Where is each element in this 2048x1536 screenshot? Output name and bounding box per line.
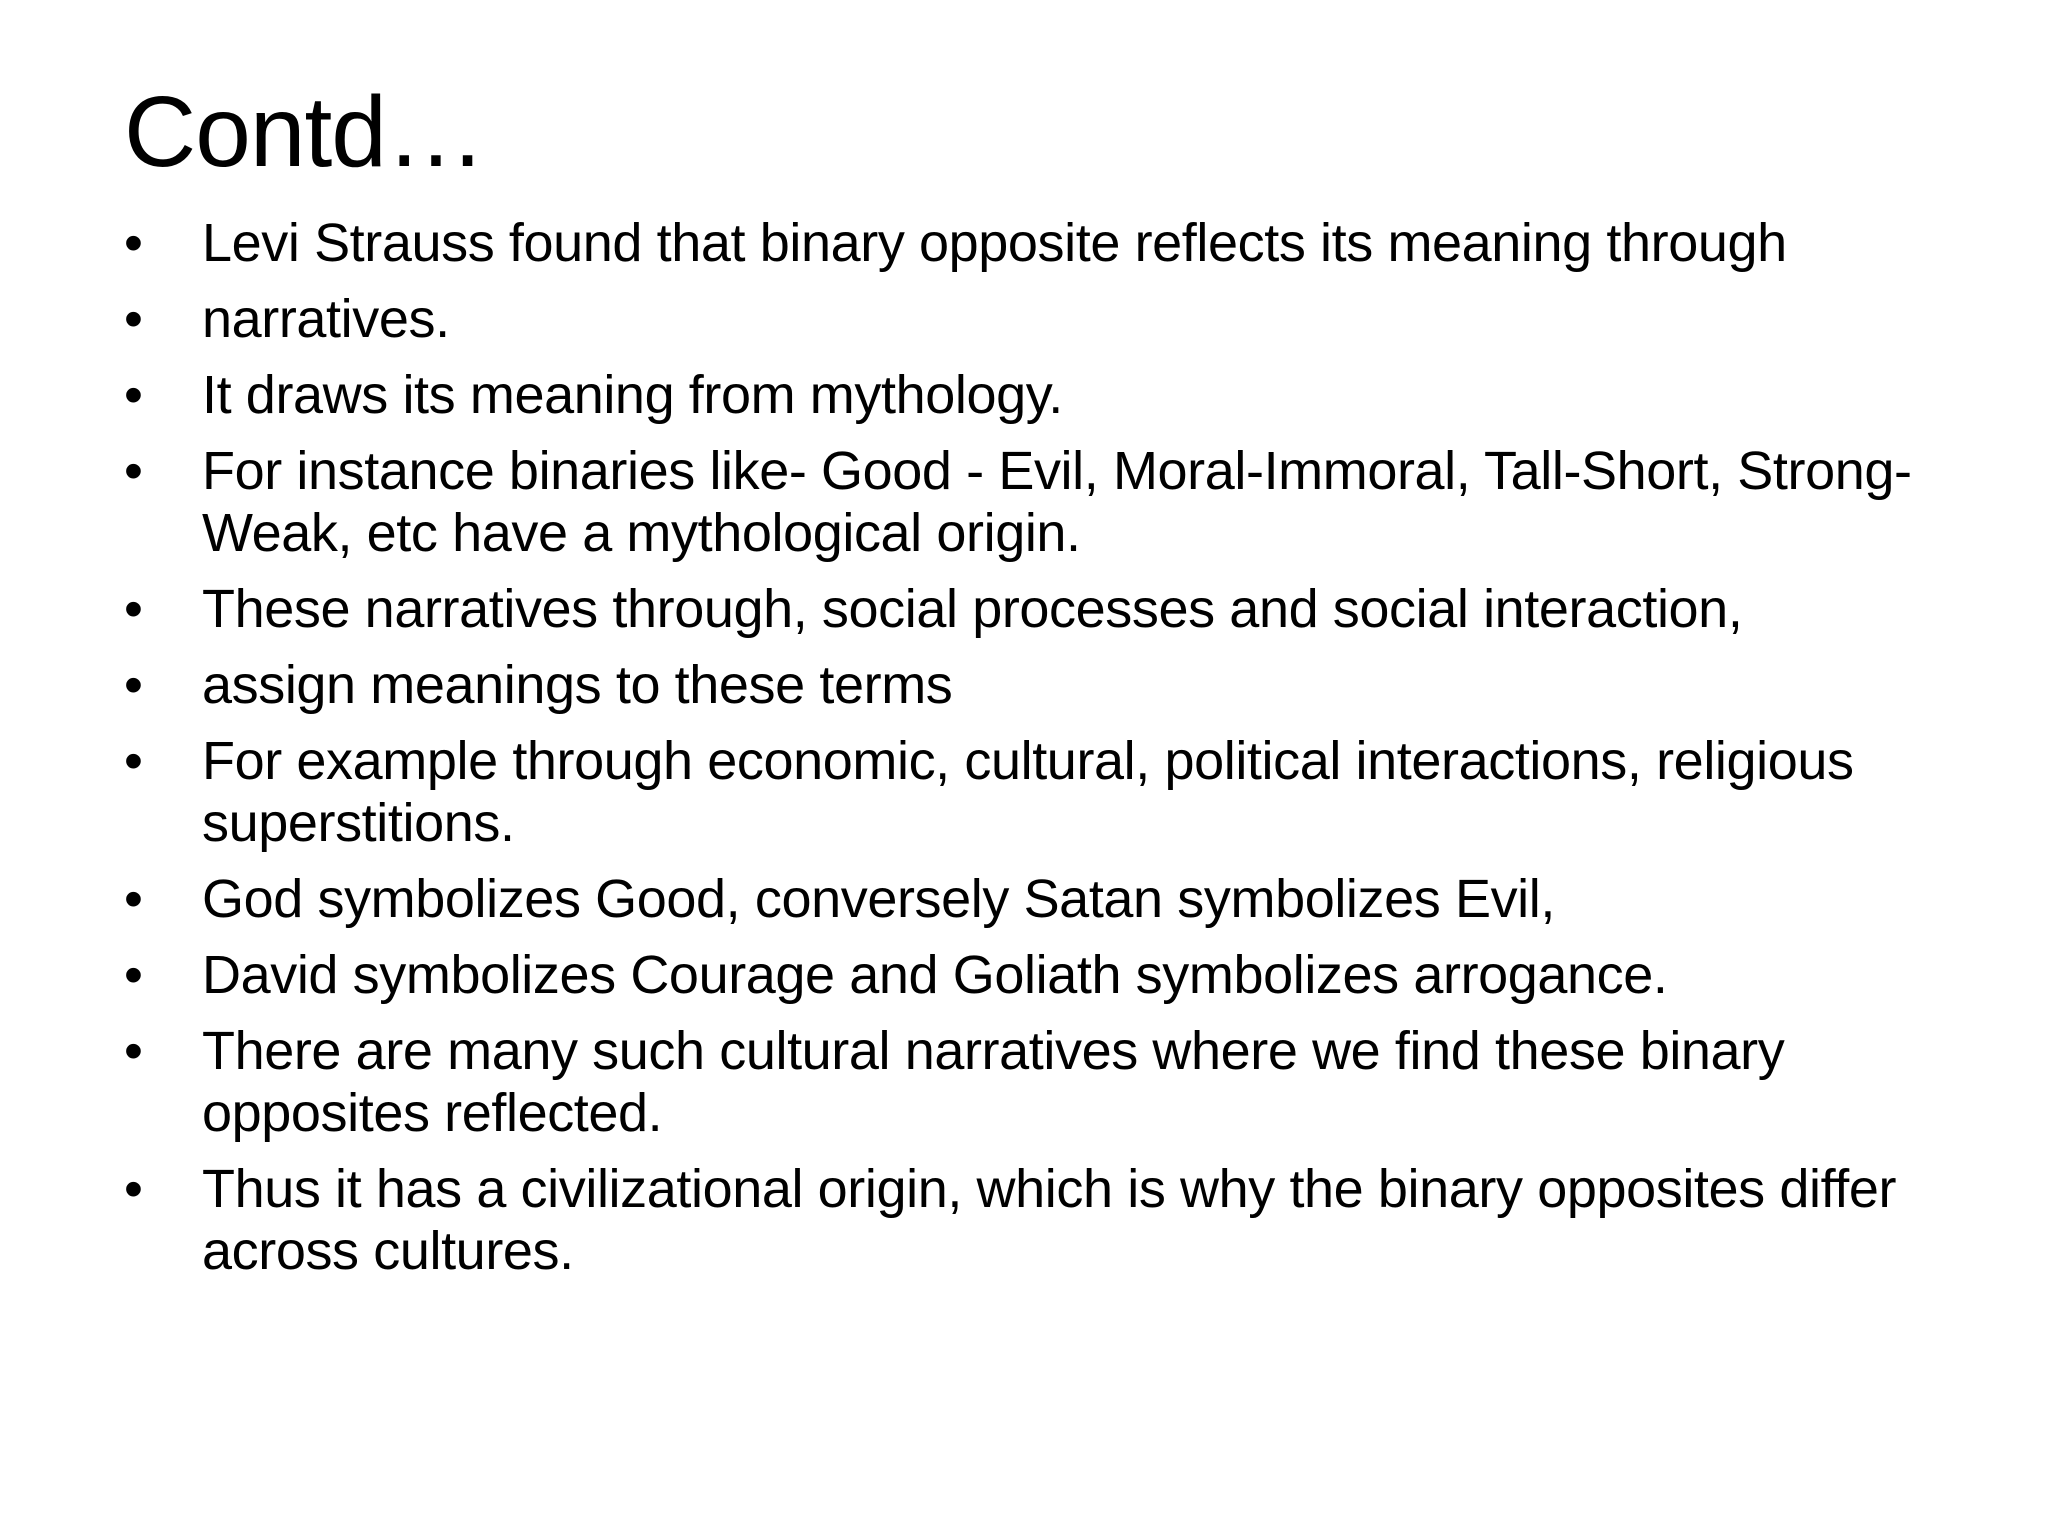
bullet-text: David symbolizes Courage and Goliath symbolizes arrogance. bbox=[202, 945, 1668, 1005]
bullet-text: For instance binaries like- Good - Evil, Moral-Immoral, Tall-Short, Strong-Weak, etc have a mythological origin. bbox=[202, 441, 1912, 563]
bullet-item bbox=[124, 868, 2004, 930]
bullet-dot-icon: • bbox=[124, 1021, 143, 1081]
bullet-item bbox=[124, 364, 2004, 426]
bullet-dot-icon: • bbox=[124, 289, 143, 349]
bullet-text: assign meanings to these terms bbox=[202, 655, 953, 715]
bullet-text: There are many such cultural narratives where we find these binary opposites reflected. bbox=[202, 1021, 1785, 1143]
bullet-text: God symbolizes Good, conversely Satan symbolizes Evil, bbox=[202, 869, 1555, 929]
bullet-text: For example through economic, cultural, political interactions, religious superstitions. bbox=[202, 731, 1854, 853]
bullet-text: It draws its meaning from mythology. bbox=[202, 365, 1063, 425]
bullet-dot-icon: • bbox=[124, 441, 143, 501]
bullet-dot-icon: • bbox=[124, 869, 143, 929]
bullet-item bbox=[124, 212, 2004, 274]
bullet-text: These narratives through, social processes and social interaction, bbox=[202, 579, 1743, 639]
bullet-item bbox=[124, 1020, 2004, 1144]
bullet-item bbox=[124, 730, 2004, 854]
bullet-item bbox=[124, 944, 2004, 1006]
bullet-item bbox=[124, 288, 2004, 350]
bullet-dot-icon: • bbox=[124, 1159, 143, 1219]
slide-title: Contd… bbox=[124, 76, 485, 188]
bullet-dot-icon: • bbox=[124, 365, 143, 425]
bullet-text: Thus it has a civilizational origin, which is why the binary opposites differ across cultures. bbox=[202, 1159, 1897, 1281]
bullet-text: narratives. bbox=[202, 289, 450, 349]
bullet-item bbox=[124, 578, 2004, 640]
bullet-dot-icon: • bbox=[124, 579, 143, 639]
bullet-text: Levi Strauss found that binary opposite reflects its meaning through bbox=[202, 213, 1787, 273]
bullet-list bbox=[124, 212, 2004, 1296]
bullet-dot-icon: • bbox=[124, 213, 143, 273]
bullet-dot-icon: • bbox=[124, 655, 143, 715]
bullet-item bbox=[124, 1158, 2004, 1282]
bullet-dot-icon: • bbox=[124, 731, 143, 791]
bullet-item bbox=[124, 654, 2004, 716]
bullet-item bbox=[124, 440, 2004, 564]
bullet-dot-icon: • bbox=[124, 945, 143, 1005]
